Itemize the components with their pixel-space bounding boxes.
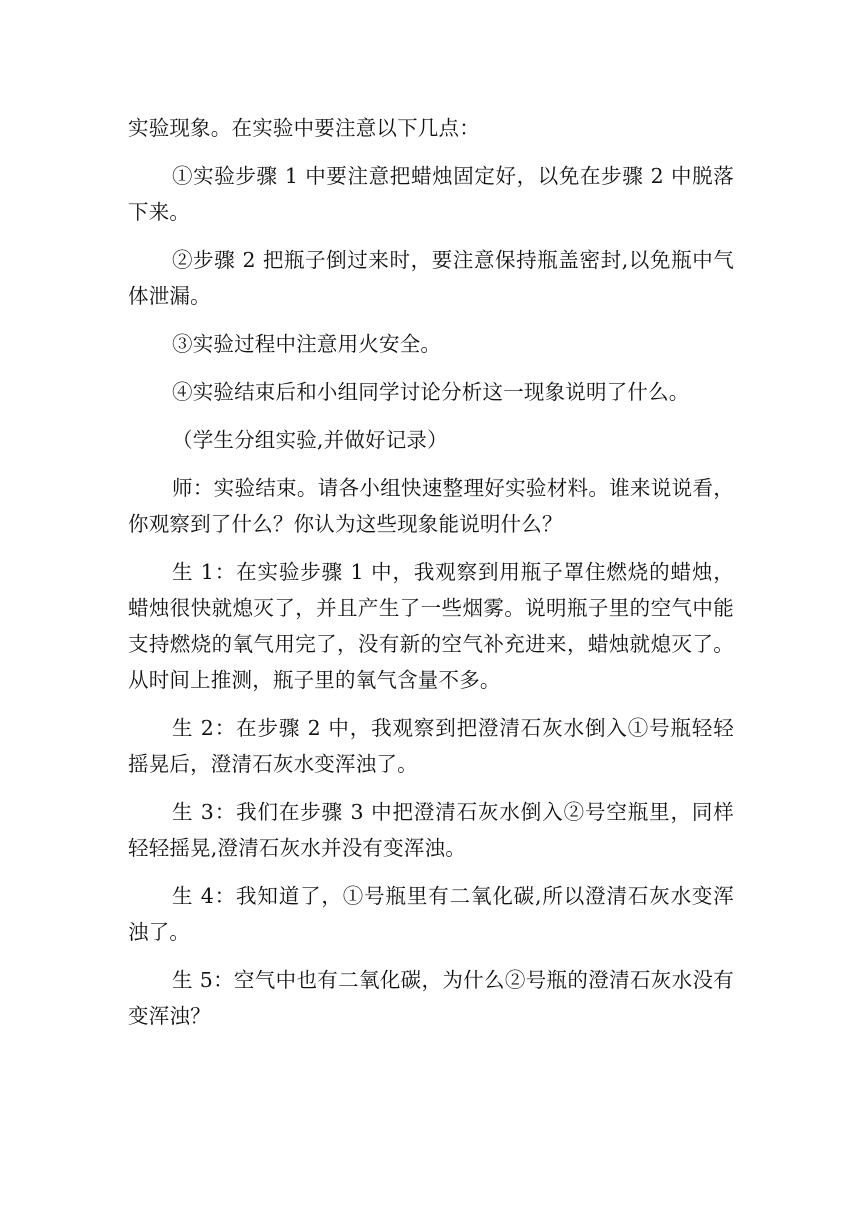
paragraph-7: 师：实验结束。请各小组快速整理好实验材料。谁来说说看，你观察到了什么？你认为这些现象能说明什么？ bbox=[128, 476, 734, 536]
paragraph-6: （学生分组实验,并做好记录） bbox=[172, 428, 448, 452]
paragraph-3: ②步骤 2 把瓶子倒过来时，要注意保持瓶盖密封,以免瓶中气体泄漏。 bbox=[128, 248, 734, 308]
paragraph-8: 生 1：在实验步骤 1 中，我观察到用瓶子罩住燃烧的蜡烛，蜡烛很快就熄灭了，并且产生了一些烟雾。说明瓶子里的空气中能支持燃烧的氧气用完了，没有新的空气补充进来，蜡烛就熄灭了。从时间上推测，瓶子里的氧气含量不多。 bbox=[128, 560, 734, 692]
paragraph-1: 实验现象。在实验中要注意以下几点： bbox=[128, 116, 480, 140]
paragraph-2: ①实验步骤 1 中要注意把蜡烛固定好，以免在步骤 2 中脱落下来。 bbox=[128, 164, 734, 224]
paragraph-11: 生 4：我知道了，①号瓶里有二氧化碳,所以澄清石灰水变浑浊了。 bbox=[128, 884, 734, 944]
paragraph-10: 生 3：我们在步骤 3 中把澄清石灰水倒入②号空瓶里，同样轻轻摇晃,澄清石灰水并没有变浑浊。 bbox=[128, 800, 734, 860]
paragraph-4: ③实验过程中注意用火安全。 bbox=[172, 332, 442, 356]
paragraph-9: 生 2：在步骤 2 中，我观察到把澄清石灰水倒入①号瓶轻轻摇晃后，澄清石灰水变浑浊了。 bbox=[128, 716, 734, 776]
document-body bbox=[128, 110, 734, 1046]
paragraph-5: ④实验结束后和小组同学讨论分析这一现象说明了什么。 bbox=[172, 380, 690, 404]
paragraph-12: 生 5：空气中也有二氧化碳，为什么②号瓶的澄清石灰水没有变浑浊？ bbox=[128, 968, 734, 1028]
